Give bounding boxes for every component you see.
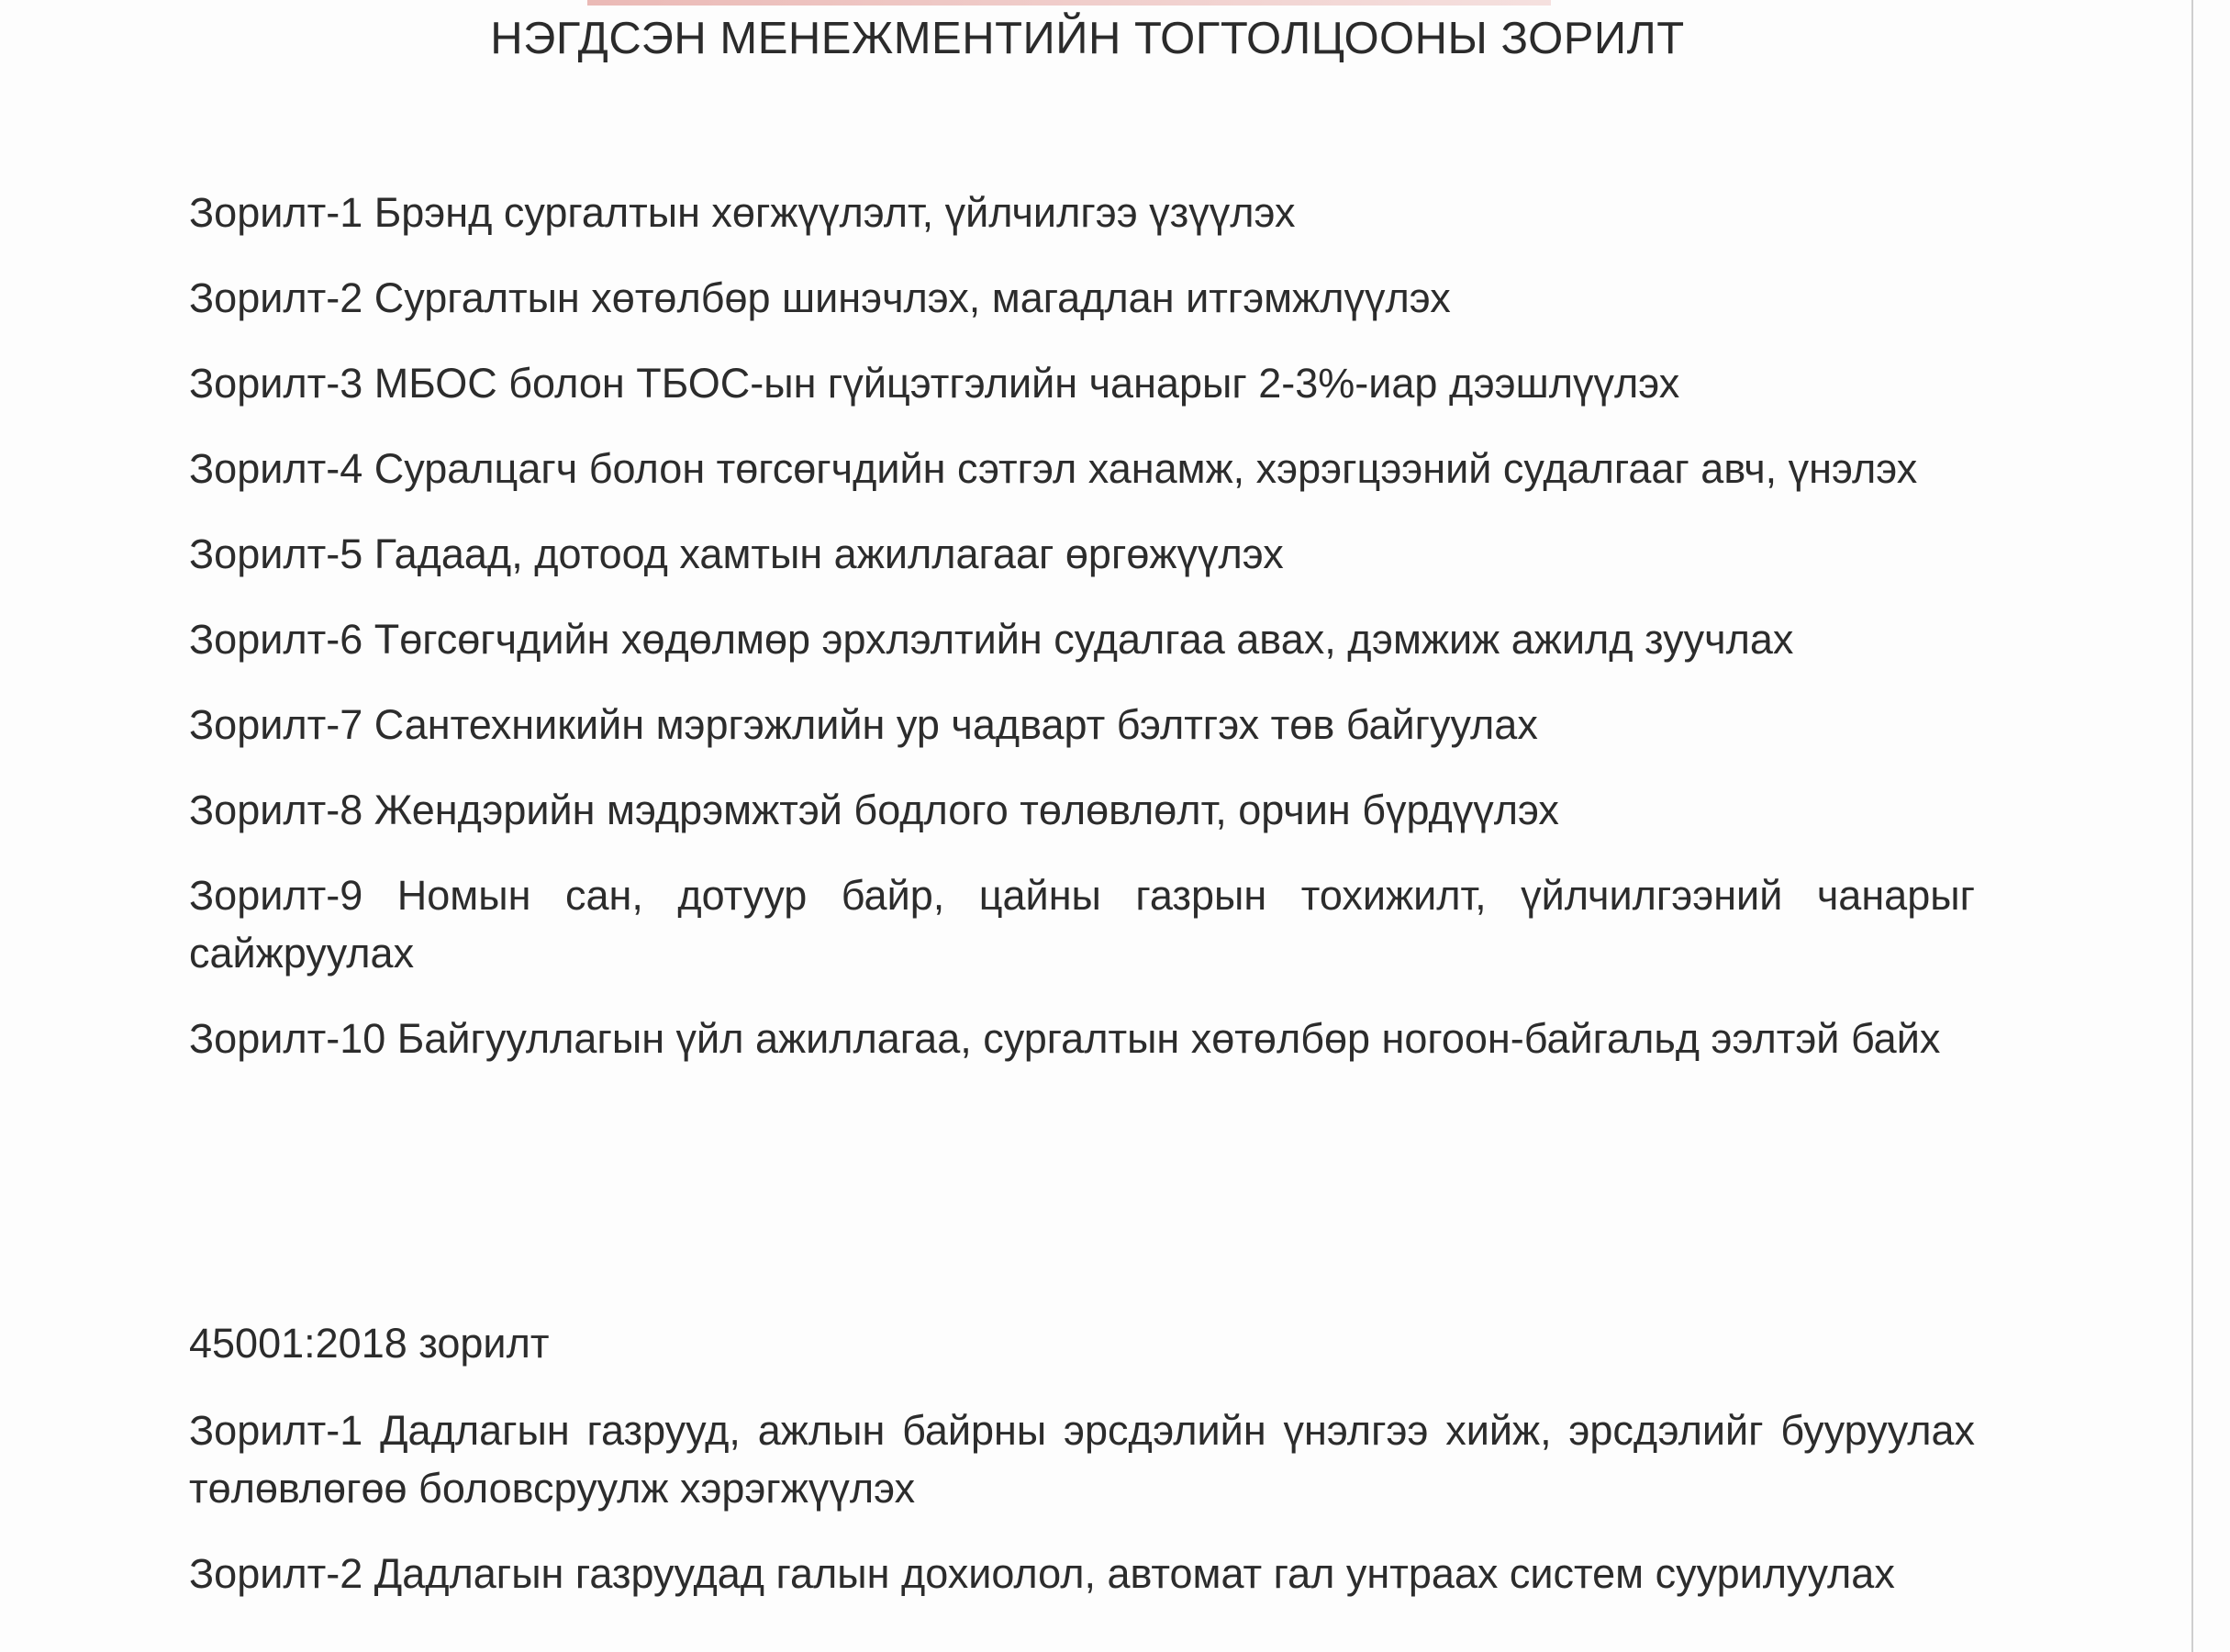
objective-item: Зорилт-9 Номын сан, дотуур байр, цайны газрын тохижилт, үйлчилгээний чанарыг сайжруулах <box>189 872 1975 977</box>
page-title: НЭГДСЭН МЕНЕЖМЕНТИЙН ТОГТОЛЦООНЫ ЗОРИЛТ <box>490 14 1685 63</box>
objective-item: Зорилт-10 Байгууллагын үйл ажиллагаа, сургалтын хөтөлбөр ногоон-байгальд ээлтэй байх <box>189 1015 1941 1062</box>
section-heading: 45001:2018 зорилт <box>189 1320 550 1367</box>
objective-item: Зорилт-1 Дадлагын газрууд, ажлын байрны эрсдэлийн үнэлгээ хийж, эрсдэлийг бууруулах төлөвлөгөө боловсруулж хэрэгжүүлэх <box>189 1407 1975 1512</box>
scan-edge-line <box>2191 0 2193 1652</box>
objective-item: Зорилт-6 Төгсөгчдийн хөдөлмөр эрхлэлтийн судалгаа авах, дэмжиж ажилд зуучлах <box>189 616 1794 663</box>
objectives-list <box>189 184 1975 1095</box>
objective-item: Зорилт-4 Суралцагч болон төгсөгчдийн сэтгэл ханамж, хэрэгцээний судалгааг авч, үнэлэх <box>189 445 1918 492</box>
objective-item: Зорилт-8 Жендэрийн мэдрэмжтэй бодлого төлөвлөлт, орчин бүрдүүлэх <box>189 787 1559 833</box>
objective-item: Зорилт-5 Гадаад, дотоод хамтын ажиллагааг өргөжүүлэх <box>189 530 1284 577</box>
objective-item: Зорилт-3 МБОС болон ТБОС-ын гүйцэтгэлийн чанарыг 2-3%-иар дээшлүүлэх <box>189 360 1680 407</box>
objective-item: Зорилт-1 Брэнд сургалтын хөгжүүлэлт, үйлчилгээ үзүүлэх <box>189 189 1296 236</box>
objective-item: Зорилт-7 Сантехникийн мэргэжлийн ур чадварт бэлтгэх төв байгуулах <box>189 701 1538 748</box>
top-edge-strip <box>587 0 1551 6</box>
objective-item: Зорилт-2 Дадлагын газруудад галын дохиолол, автомат гал унтраах систем суурилуулах <box>189 1550 1895 1597</box>
objective-item: Зорилт-2 Сургалтын хөтөлбөр шинэчлэх, магадлан итгэмжлүүлэх <box>189 274 1451 321</box>
iso-45001-section <box>189 1314 1975 1630</box>
